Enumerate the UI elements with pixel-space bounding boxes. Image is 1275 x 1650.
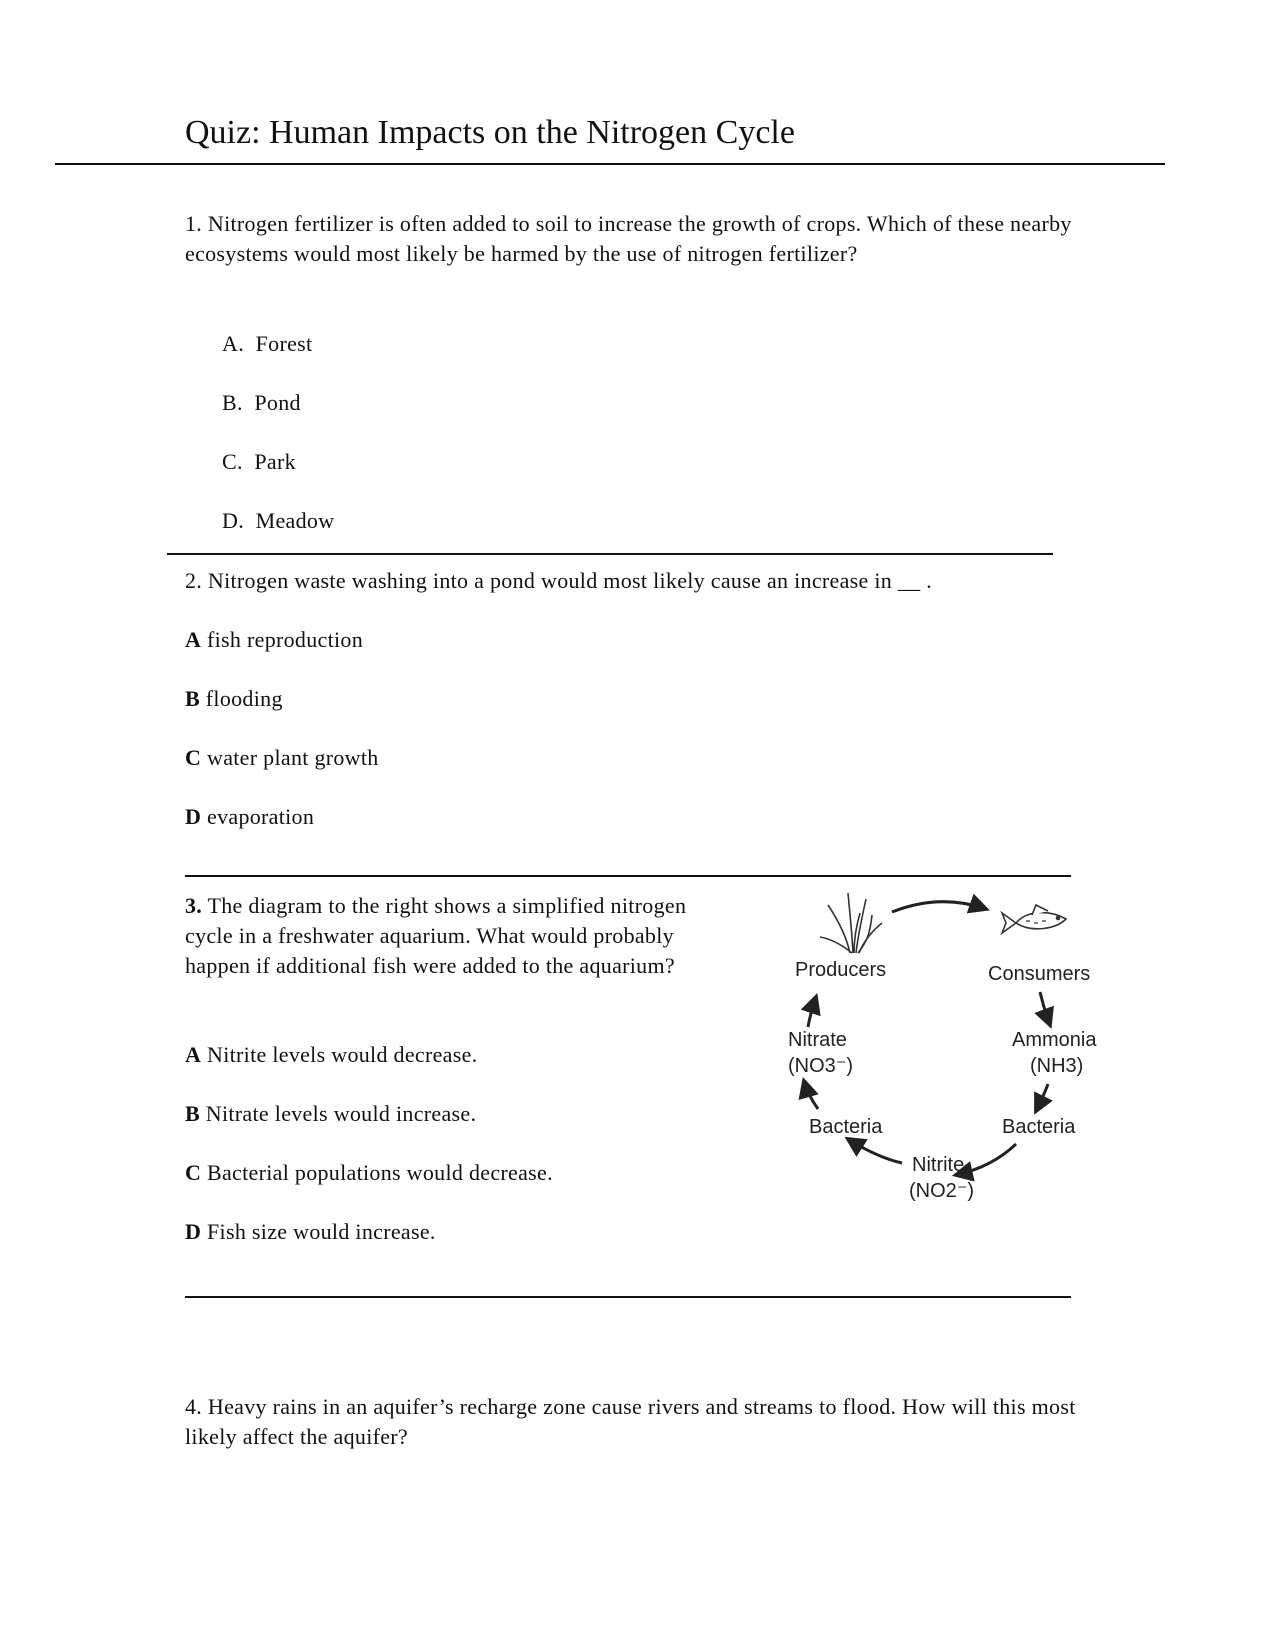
option-letter: A xyxy=(185,627,202,652)
question-2-option-b[interactable] xyxy=(185,684,283,714)
question-2-option-d[interactable] xyxy=(185,802,314,832)
option-letter: B. xyxy=(222,390,243,415)
option-letter: D xyxy=(185,804,202,829)
option-letter: C xyxy=(185,1160,202,1185)
arrow-bacteria-to-nitrate xyxy=(804,1081,818,1109)
bacteria-left-label: Bacteria xyxy=(809,1116,883,1138)
question-3-divider xyxy=(185,1296,1071,1298)
question-1-option-b[interactable] xyxy=(222,388,301,418)
option-letter: A xyxy=(185,1042,202,1067)
option-letter: B xyxy=(185,686,200,711)
question-1-divider xyxy=(167,553,1053,555)
title-divider xyxy=(55,163,1165,165)
option-text: flooding xyxy=(205,686,283,711)
fish-icon xyxy=(1002,905,1066,933)
question-3-option-d[interactable] xyxy=(185,1217,436,1247)
question-3-option-b[interactable] xyxy=(185,1099,476,1129)
question-4-stem: 4. Heavy rains in an aquifer’s recharge zone cause rivers and streams to flood. How will this most likely affect the aquifer? xyxy=(185,1394,1076,1449)
nitrate-label: Nitrate xyxy=(788,1029,847,1051)
plant-icon xyxy=(820,893,882,953)
option-text: water plant growth xyxy=(207,745,379,770)
nitrite-label: Nitrite xyxy=(912,1154,965,1176)
option-letter: B xyxy=(185,1101,200,1126)
option-text: Park xyxy=(254,449,296,474)
question-2-option-c[interactable] xyxy=(185,743,379,773)
question-2-stem: 2. Nitrogen waste washing into a pond would most likely cause an increase in __ . xyxy=(185,568,933,593)
option-text: evaporation xyxy=(207,804,315,829)
question-3-stem: The diagram to the right shows a simplified nitrogen cycle in a freshwater aquarium. What would probably happen if additional fish were added to the aquarium? xyxy=(185,893,687,978)
nitrite-formula: (NO2⁻) xyxy=(909,1180,974,1202)
option-text: fish reproduction xyxy=(207,627,364,652)
arrow-bacteria-to-nitrite xyxy=(956,1144,1016,1175)
arrow-producers-to-consumers xyxy=(892,902,986,912)
bacteria-right-label: Bacteria xyxy=(1002,1116,1076,1138)
question-1-option-a[interactable] xyxy=(222,329,312,359)
option-text: Bacterial populations would decrease. xyxy=(207,1160,553,1185)
arrow-nitrite-to-bacteria xyxy=(848,1139,902,1163)
consumers-label: Consumers xyxy=(988,963,1091,985)
question-3-option-c[interactable] xyxy=(185,1158,553,1188)
nitrate-formula: (NO3⁻) xyxy=(788,1055,853,1077)
ammonia-label: Ammonia xyxy=(1012,1029,1097,1051)
arrow-ammonia-to-bacteria xyxy=(1036,1084,1048,1111)
question-2-option-a[interactable] xyxy=(185,625,363,655)
option-text: Nitrate levels would increase. xyxy=(205,1101,477,1126)
question-1-option-c[interactable] xyxy=(222,447,296,477)
option-text: Meadow xyxy=(255,508,335,533)
option-letter: C xyxy=(185,745,202,770)
arrow-consumers-to-ammonia xyxy=(1040,992,1050,1025)
question-3-stem-block xyxy=(185,891,725,981)
arrow-nitrate-to-producers xyxy=(808,997,816,1027)
question-3-option-a[interactable] xyxy=(185,1040,477,1070)
question-1-stem: 1. Nitrogen fertilizer is often added to soil to increase the growth of crops. Which of these nearby ecosystems would most likely be harmed by the use of nitrogen fertilizer? xyxy=(185,211,1072,266)
producers-label: Producers xyxy=(795,959,887,981)
option-letter: D. xyxy=(222,508,244,533)
question-1-option-d[interactable] xyxy=(222,506,334,536)
option-letter: D xyxy=(185,1219,202,1244)
question-3-number: 3. xyxy=(185,893,203,918)
option-text: Nitrite levels would decrease. xyxy=(207,1042,478,1067)
option-letter: C. xyxy=(222,449,243,474)
nitrogen-cycle-diagram xyxy=(780,875,1140,1205)
option-text: Fish size would increase. xyxy=(207,1219,436,1244)
ammonia-formula: (NH3) xyxy=(1030,1055,1084,1077)
option-text: Forest xyxy=(255,331,313,356)
page-title: Quiz: Human Impacts on the Nitrogen Cycle xyxy=(185,114,795,151)
option-letter: A. xyxy=(222,331,244,356)
option-text: Pond xyxy=(254,390,301,415)
